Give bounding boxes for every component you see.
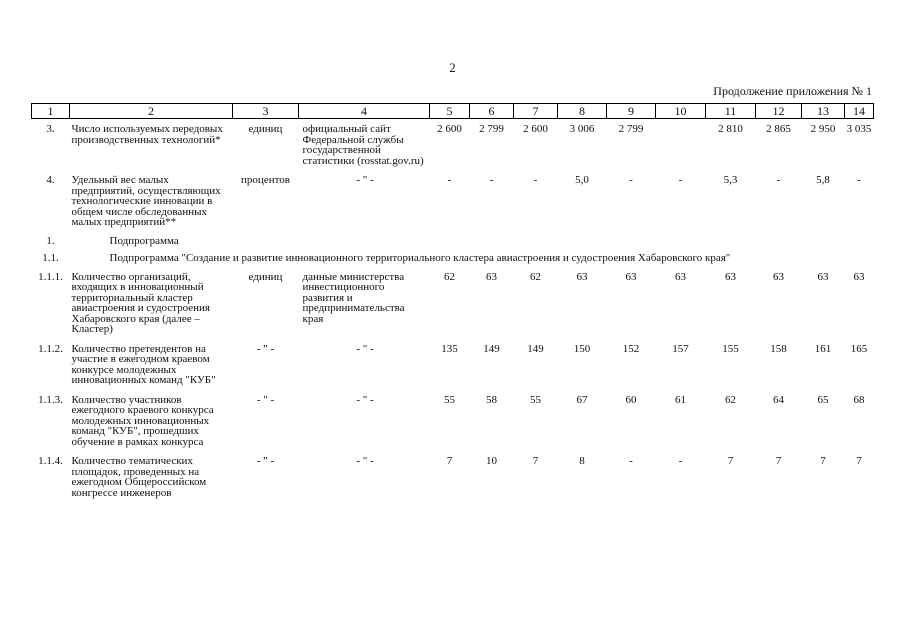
value: 63 — [773, 270, 784, 283]
value: 7 — [727, 455, 734, 467]
value: 8 — [579, 455, 585, 467]
source: официальный сайт Федеральной службы государственной статистики (rosstat.gov.ru) — [302, 123, 424, 167]
source: - " - — [356, 174, 374, 186]
subprogram-row — [32, 249, 874, 267]
subprogram-title-text: Подпрограмма — [109, 234, 179, 247]
appendix-caption: Продолжение приложения № 1 — [713, 84, 872, 98]
table-row — [32, 451, 874, 502]
value: 55 — [530, 393, 541, 406]
source: - " - — [356, 342, 374, 355]
value: - — [678, 174, 683, 186]
value: 68 — [853, 393, 865, 406]
row-number: 1.1.3. — [38, 393, 63, 406]
value: 2 865 — [766, 123, 791, 135]
value: 149 — [483, 342, 500, 355]
header-cell: 14 — [845, 104, 874, 119]
header-row — [32, 104, 874, 119]
row-number: 1. — [46, 234, 55, 247]
header-cell: 4 — [299, 104, 430, 119]
value: 5,8 — [816, 174, 830, 186]
header-cell: 12 — [756, 104, 802, 119]
value: - — [678, 455, 683, 467]
header-cell: 3 — [233, 104, 299, 119]
value: 155 — [722, 342, 739, 355]
row-number: 1.1.1. — [38, 270, 63, 283]
value: 158 — [770, 342, 787, 355]
page-number: 2 — [449, 60, 456, 75]
indicator-name: Количество претендентов на участие в ежегодном краевом конкурсе молодежных инновационных команд "КУБ" — [71, 342, 216, 386]
table-row — [32, 119, 874, 171]
indicator-name: Количество тематических площадок, проведенных на ежегодном Общероссийском конгрессе инженеров — [71, 455, 207, 499]
value: - — [447, 174, 452, 186]
table-row — [32, 170, 874, 232]
value: 55 — [444, 393, 455, 406]
value: 5,0 — [575, 174, 589, 186]
indicator-name: Количество организаций, входящих в инновационный территориальный кластер авиастроения и судостроения Хабаровского края (далее – Кластер) — [71, 270, 210, 335]
value: 63 — [486, 270, 497, 283]
row-number: 4. — [46, 174, 55, 186]
indicator-name: Количество участников ежегодного краевого конкурса молодежных инновационных команд "КУБ", прошедших обучение в рамках конкурса — [71, 393, 214, 448]
value: 7 — [532, 455, 539, 467]
row-number: 1.1.2. — [38, 342, 63, 355]
header-cell: 11 — [706, 104, 756, 119]
value: 67 — [576, 393, 588, 406]
source: - " - — [356, 393, 374, 406]
value: 63 — [725, 270, 736, 283]
value: 62 — [530, 270, 541, 283]
value: - — [629, 455, 633, 467]
subprogram-title-text: Подпрограмма "Создание и развитие инновационного территориального кластера авиастроения и судостроения Хабаровского края" — [109, 252, 731, 264]
value: 7 — [775, 455, 782, 467]
value: 135 — [441, 342, 458, 355]
value: 5,3 — [723, 174, 738, 186]
indicator-name: Удельный вес малых предприятий, осуществляющих технологические инновации в общем числе обследованных малых предприятий** — [71, 174, 221, 228]
header-cell: 8 — [558, 104, 607, 119]
value: - — [776, 174, 781, 186]
header-cell: 13 — [802, 104, 845, 119]
unit: - " - — [256, 393, 275, 406]
table-row — [32, 339, 874, 390]
value: - — [629, 174, 633, 186]
value: 63 — [675, 270, 686, 283]
value: 62 — [725, 393, 736, 406]
value: 2 600 — [437, 123, 462, 135]
value: 157 — [672, 342, 689, 355]
table-row — [32, 267, 874, 339]
value: 10 — [486, 455, 497, 467]
row-number: 3. — [46, 123, 55, 135]
subprogram-title — [70, 232, 874, 250]
row-number: 1.1. — [42, 252, 59, 264]
unit: единиц — [248, 270, 283, 283]
row-number: 1.1.4. — [38, 455, 63, 467]
value: 2 810 — [718, 123, 743, 135]
value: 7 — [820, 455, 826, 467]
value: - — [489, 174, 494, 186]
header-cell: 2 — [70, 104, 233, 119]
header-cell: 6 — [470, 104, 514, 119]
indicator-name: Число используемых передовых производственных технологий* — [71, 123, 223, 146]
value: 63 — [817, 270, 829, 283]
value: 63 — [625, 270, 637, 283]
value: 7 — [856, 455, 862, 467]
header-cell: 10 — [656, 104, 706, 119]
header-cell: 7 — [514, 104, 558, 119]
value: - — [857, 174, 861, 186]
value: 152 — [622, 342, 640, 355]
value: 58 — [486, 393, 497, 406]
value: 2 799 — [618, 123, 644, 135]
value: 2 600 — [523, 123, 548, 135]
source: данные министерства инвестиционного развития и предпринимательства края — [302, 270, 405, 325]
subprogram-row — [32, 232, 874, 250]
unit: - " - — [256, 342, 275, 355]
unit: - " - — [256, 455, 275, 467]
value: - — [533, 174, 538, 186]
value: 62 — [444, 270, 455, 283]
table-row — [32, 390, 874, 452]
unit: единиц — [248, 123, 283, 135]
value: 150 — [573, 342, 591, 355]
header-cell: 5 — [430, 104, 470, 119]
value: 64 — [773, 393, 784, 406]
value: 2 950 — [810, 123, 836, 135]
value — [656, 119, 706, 171]
value: 165 — [850, 342, 868, 355]
header-cell: 1 — [32, 104, 70, 119]
value: 65 — [817, 393, 829, 406]
source: - " - — [356, 455, 374, 467]
header-cell: 9 — [607, 104, 656, 119]
value: 60 — [625, 393, 637, 406]
value: 61 — [675, 393, 686, 406]
indicators-table — [31, 103, 874, 502]
value: 7 — [446, 455, 453, 467]
value: 161 — [814, 342, 832, 355]
value: 3 035 — [846, 123, 872, 135]
subprogram-title — [70, 249, 874, 267]
unit: процентов — [241, 174, 290, 186]
value: 149 — [527, 342, 544, 355]
value: 63 — [576, 270, 588, 283]
value: 63 — [853, 270, 865, 283]
value: 2 799 — [479, 123, 504, 135]
value: 3 006 — [569, 123, 595, 135]
